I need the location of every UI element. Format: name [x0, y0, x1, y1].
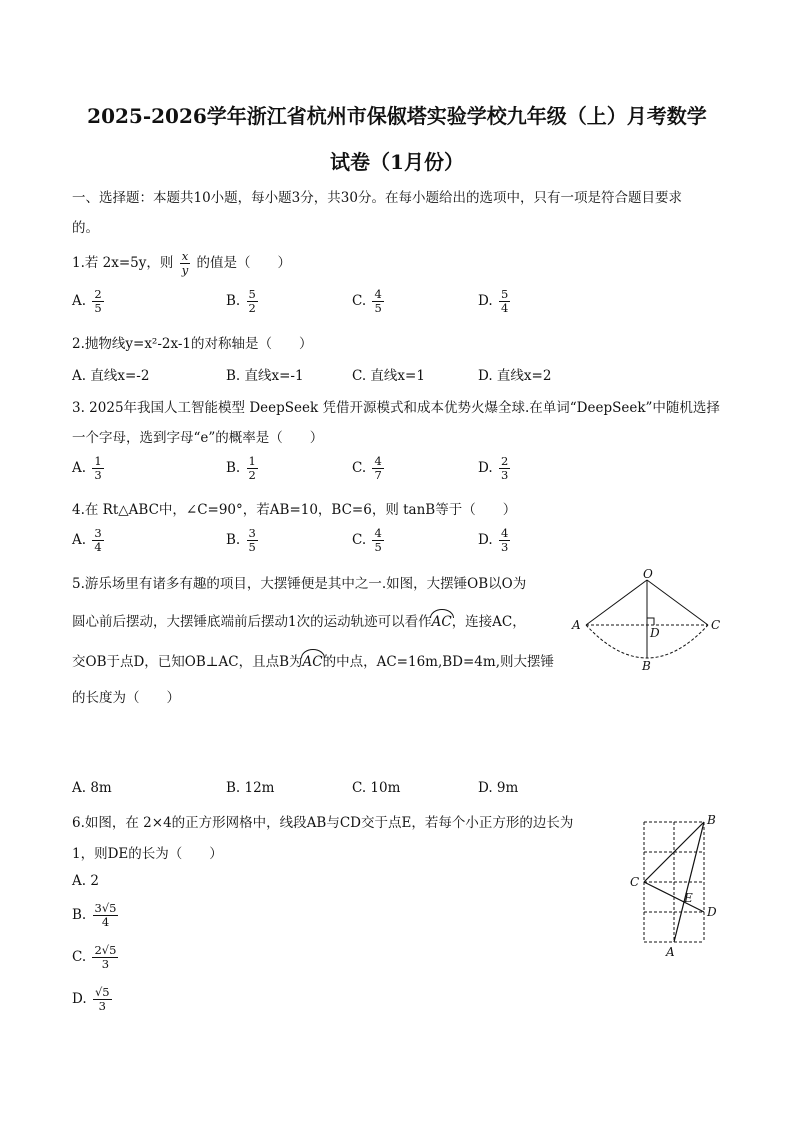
option-label: C.: [352, 532, 367, 549]
frac-den: 3: [101, 957, 110, 972]
q3-option-a[interactable]: [72, 455, 106, 482]
q6-option-c[interactable]: [72, 944, 120, 971]
q6-option-b[interactable]: [72, 902, 120, 929]
frac-num: 3: [248, 526, 256, 540]
q5-option-b[interactable]: B. 12m: [226, 780, 275, 796]
option-fraction: [92, 455, 103, 482]
label-d: D: [650, 626, 660, 640]
option-label: C.: [352, 293, 367, 310]
frac-den: 3: [500, 468, 509, 483]
q5-option-c[interactable]: C. 10m: [352, 780, 401, 796]
option-label: A.: [72, 460, 87, 477]
q5-line3-post: 的中点，AC=16m,BD=4m,则大摆锤: [322, 654, 554, 670]
q2-option-b[interactable]: B. 直线x=-1: [226, 368, 304, 384]
section-header-line2: 的。: [72, 220, 99, 236]
question-5-stem-line4: 的长度为（ ）: [72, 690, 180, 706]
option-fraction: [372, 288, 383, 315]
question-5-stem-line2: [72, 610, 526, 630]
option-label: A.: [72, 532, 87, 549]
q6-option-d[interactable]: [72, 986, 114, 1013]
frac-den: 3: [94, 468, 102, 483]
right-angle-mark: [647, 618, 654, 625]
pendulum-figure: [566, 566, 726, 676]
grid-figure: [620, 808, 732, 960]
frac-num: 2√5: [94, 943, 117, 957]
frac-num: 4: [374, 526, 382, 540]
option-label: B.: [226, 293, 241, 310]
arc-ac-label: AC: [302, 654, 323, 670]
label-b: B: [707, 813, 716, 827]
q2-option-c[interactable]: C. 直线x=1: [352, 368, 425, 384]
q4-option-b[interactable]: [226, 527, 260, 554]
option-fraction: [499, 455, 510, 482]
frac-num: 5: [248, 287, 256, 301]
label-c: C: [630, 875, 640, 889]
frac-num: 1: [248, 454, 256, 468]
option-fraction: [247, 455, 258, 482]
frac-num: 2: [94, 287, 102, 301]
q1-stem-post: 的值是（ ）: [196, 255, 291, 272]
option-label: B.: [226, 460, 241, 477]
grid-lines: [644, 822, 704, 942]
option-fraction: [372, 455, 383, 482]
frac-num: 3: [94, 526, 102, 540]
q2-option-a[interactable]: A. 直线x=-2: [72, 368, 150, 384]
frac-den: 4: [94, 540, 102, 555]
frac-den: 4: [500, 301, 509, 316]
frac-num: 3√5: [94, 901, 117, 915]
q5-option-a[interactable]: A. 8m: [72, 780, 112, 796]
label-a: A: [666, 945, 675, 959]
question-1-stem: [72, 250, 291, 277]
frac-den: 5: [374, 301, 382, 316]
question-6-stem-line2: 1，则DE的长为（ ）: [72, 846, 223, 862]
question-3-stem: 3. 2025年我国人工智能模型 DeepSeek 凭借开源模式和成本优势火爆全球.在单词“DeepSeek”中随机选择: [72, 400, 720, 416]
arc-ac-label: AC: [431, 614, 452, 630]
line-oc: [647, 580, 708, 625]
q4-option-a[interactable]: [72, 527, 106, 554]
frac-num: 4: [374, 454, 382, 468]
label-c: C: [711, 618, 721, 632]
frac-num: 4: [374, 287, 382, 301]
frac-den: 7: [374, 468, 382, 483]
q5-line2-pre: 圆心前后摆动，大摆锤底端前后摆动1次的运动轨迹可以看作: [72, 614, 432, 630]
label-d: D: [707, 905, 717, 919]
frac-num: 1: [94, 454, 102, 468]
page-title: 2025-2026学年浙江省杭州市保俶塔实验学校九年级（上）月考数学: [87, 104, 707, 128]
option-fraction: [93, 986, 112, 1013]
option-label: A.: [72, 293, 87, 310]
q5-line3-pre: 交OB于点D，已知OB⊥AC，且点B为: [72, 654, 303, 670]
q1-option-a[interactable]: [72, 288, 106, 315]
option-label: B.: [226, 532, 241, 549]
frac-num: √5: [94, 985, 110, 999]
option-fraction: [247, 288, 258, 315]
question-5-stem: 5.游乐场里有诸多有趣的项目，大摆锤便是其中之一.如图，大摆锤OB以O为: [72, 576, 527, 592]
q1-frac-den: y: [181, 263, 189, 278]
label-a: A: [572, 618, 581, 632]
option-label: D.: [72, 991, 87, 1008]
q2-option-d[interactable]: D. 直线x=2: [478, 368, 552, 384]
option-fraction: [93, 902, 119, 929]
frac-den: 3: [98, 999, 106, 1014]
option-label: B.: [72, 907, 87, 924]
q6-option-a[interactable]: A. 2: [72, 873, 99, 889]
option-fraction: [499, 288, 510, 315]
label-b: B: [642, 659, 651, 673]
option-label: D.: [478, 532, 493, 549]
question-6-stem: 6.如图，在 2×4的正方形网格中，线段AB与CD交于点E，若每个小正方形的边长为: [72, 815, 574, 831]
option-fraction: [499, 527, 510, 554]
q1-option-d[interactable]: [478, 288, 512, 315]
option-label: C.: [72, 949, 87, 966]
q4-option-c[interactable]: [352, 527, 386, 554]
frac-den: 4: [101, 915, 110, 930]
label-e: E: [684, 891, 693, 905]
q1-frac-num: x: [181, 249, 189, 263]
frac-num: 5: [500, 287, 509, 301]
frac-den: 2: [248, 301, 256, 316]
q1-fraction: [180, 250, 191, 277]
q5-option-d[interactable]: D. 9m: [478, 780, 519, 796]
option-fraction: [372, 527, 383, 554]
frac-den: 5: [94, 301, 102, 316]
option-fraction: [92, 527, 103, 554]
page-title-line2: 试卷（1月份）: [330, 150, 464, 174]
option-fraction: [92, 288, 103, 315]
option-fraction: [92, 944, 118, 971]
frac-num: 2: [500, 454, 509, 468]
question-3-stem-line2: 一个字母，选到字母“e”的概率是（ ）: [72, 430, 324, 446]
question-5-stem-line3: [72, 650, 554, 670]
q3-option-d[interactable]: [478, 455, 512, 482]
line-oa: [586, 580, 647, 625]
frac-den: 3: [500, 540, 509, 555]
label-o: O: [643, 567, 653, 581]
question-4-stem: 4.在 Rt△ABC中，∠C=90°，若AB=10，BC=6，则 tanB等于（ ）: [72, 502, 517, 518]
option-label: D.: [478, 293, 493, 310]
q1-option-b[interactable]: [226, 288, 260, 315]
q1-option-c[interactable]: [352, 288, 386, 315]
option-label: C.: [352, 460, 367, 477]
q1-stem-pre: 1.若 2x=5y，则: [72, 255, 174, 272]
q5-line2-post: ，连接AC，: [451, 614, 526, 630]
option-fraction: [247, 527, 258, 554]
q3-option-b[interactable]: [226, 455, 260, 482]
q4-option-d[interactable]: [478, 527, 512, 554]
frac-den: 5: [374, 540, 382, 555]
option-label: D.: [478, 460, 493, 477]
q3-option-c[interactable]: [352, 455, 386, 482]
section-header: 一、选择题：本题共10小题，每小题3分，共30分。在每小题给出的选项中，只有一项是符合题目要求: [72, 190, 682, 206]
question-2-stem: 2.抛物线y=x²-2x-1的对称轴是（ ）: [72, 336, 313, 352]
frac-den: 2: [248, 468, 256, 483]
frac-den: 5: [248, 540, 256, 555]
frac-num: 4: [500, 526, 509, 540]
